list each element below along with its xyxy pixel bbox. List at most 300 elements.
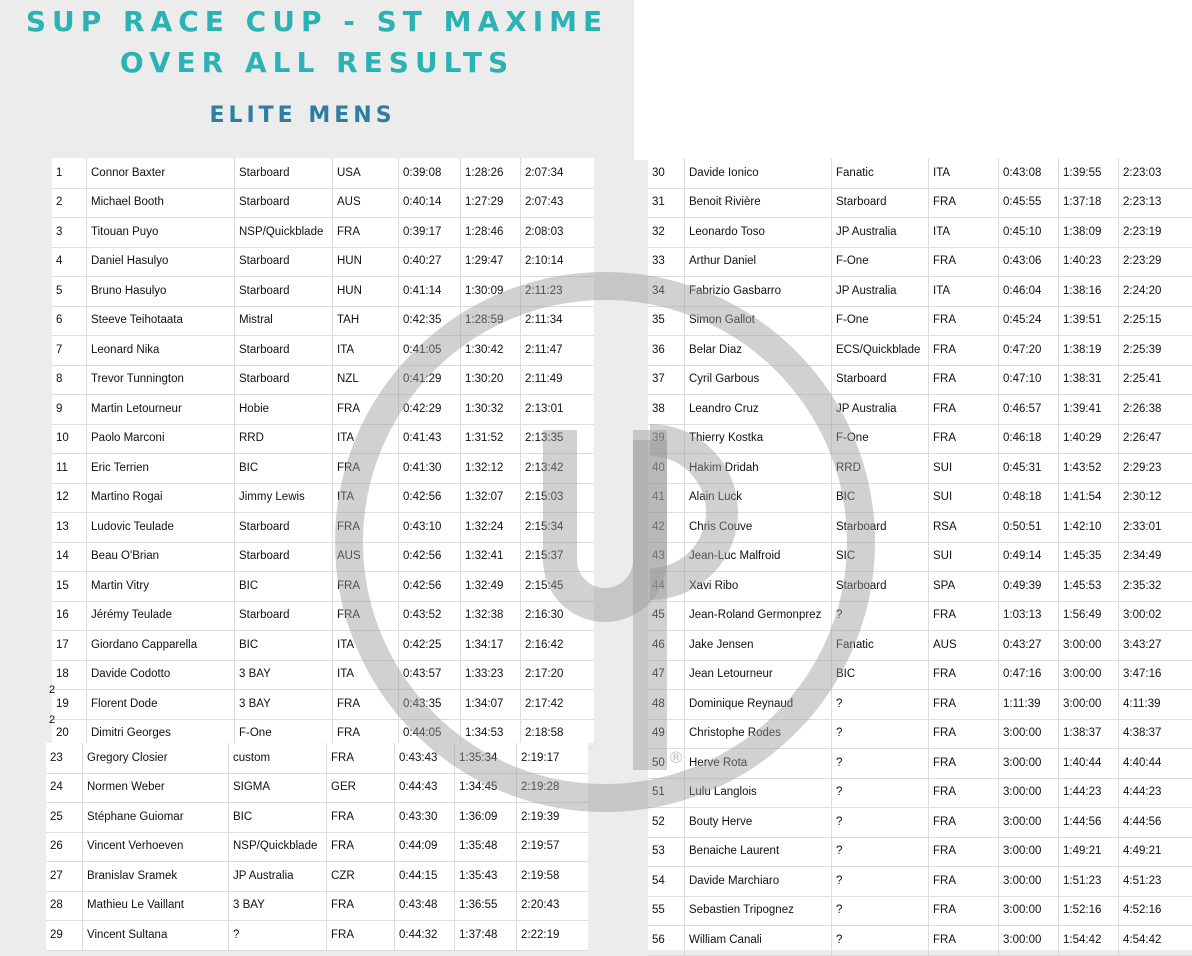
split1-cell: 0:45:31 <box>998 453 1058 483</box>
total-cell: 2:15:03 <box>520 483 594 513</box>
total-cell: 2:23:19 <box>1118 217 1192 247</box>
name-cell: Branislav Sramek <box>82 861 228 891</box>
split2-cell: 1:40:29 <box>1058 424 1118 454</box>
table-row <box>648 512 1192 543</box>
brand-cell: NSP/Quickblade <box>234 217 332 247</box>
split2-cell: 1:32:12 <box>460 453 520 483</box>
table-row <box>52 483 594 514</box>
split2-cell: 1:32:49 <box>460 571 520 601</box>
country-cell: FRA <box>928 247 998 277</box>
rank-cell: 52 <box>652 815 665 828</box>
total-cell: 3:43:27 <box>1118 630 1192 660</box>
country-cell: FRA <box>928 719 998 749</box>
rank-cell: 18 <box>56 668 69 681</box>
country-cell: FRA <box>928 925 998 955</box>
total-cell: 2:17:20 <box>520 660 594 690</box>
table-row <box>648 453 1192 484</box>
country-cell: HUN <box>332 247 398 277</box>
split1-cell: 3:00:00 <box>998 719 1058 749</box>
brand-cell: RRD <box>234 424 332 454</box>
total-cell: 2:22:19 <box>516 920 588 950</box>
total-cell: 2:11:34 <box>520 306 594 336</box>
split1-cell: 0:46:57 <box>998 394 1058 424</box>
table-row <box>52 660 594 691</box>
brand-cell: NSP/Quickblade <box>228 832 326 862</box>
brand-cell: ? <box>831 866 928 896</box>
rank-cell: 39 <box>652 432 665 445</box>
split2-cell: 1:34:17 <box>460 630 520 660</box>
name-cell: Jean Letourneur <box>684 660 831 690</box>
page-title-line1: SUP RACE CUP - ST MAXIME <box>25 5 609 38</box>
table-row <box>52 335 594 366</box>
split2-cell: 1:36:55 <box>454 891 516 921</box>
brand-cell: Starboard <box>234 158 332 188</box>
total-cell: 2:23:13 <box>1118 188 1192 218</box>
split1-cell: 3:00:00 <box>998 925 1058 955</box>
brand-cell: ? <box>831 601 928 631</box>
brand-cell: Starboard <box>831 512 928 542</box>
total-cell: 2:07:43 <box>520 188 594 218</box>
brand-cell: F-One <box>831 247 928 277</box>
split1-cell: 0:45:10 <box>998 217 1058 247</box>
name-cell: Belar Diaz <box>684 335 831 365</box>
split1-cell: 0:42:56 <box>398 571 460 601</box>
header-blank-area <box>634 0 1192 160</box>
total-cell: 2:11:49 <box>520 365 594 395</box>
total-cell: 2:19:57 <box>516 832 588 862</box>
total-cell: 2:25:41 <box>1118 365 1192 395</box>
brand-cell: ? <box>831 778 928 808</box>
total-cell: 3:00:02 <box>1118 601 1192 631</box>
name-cell: Vincent Sultana <box>82 920 228 950</box>
name-cell: Alain Luck <box>684 483 831 513</box>
brand-cell: Starboard <box>831 571 928 601</box>
country-cell: FRA <box>928 896 998 926</box>
page-title-line2: OVER ALL RESULTS <box>119 46 515 79</box>
brand-cell: ? <box>831 719 928 749</box>
name-cell: Titouan Puyo <box>86 217 234 247</box>
table-row <box>52 424 594 455</box>
country-cell: AUS <box>928 630 998 660</box>
total-cell: 2:19:39 <box>516 802 588 832</box>
country-cell: FRA <box>928 778 998 808</box>
brand-cell: 3 BAY <box>234 689 332 719</box>
brand-cell: F-One <box>234 719 332 749</box>
results-table-2 <box>46 743 588 950</box>
country-cell: FRA <box>332 571 398 601</box>
split2-cell: 1:39:55 <box>1058 158 1118 188</box>
split2-cell: 1:32:24 <box>460 512 520 542</box>
total-cell: 2:20:43 <box>516 891 588 921</box>
name-cell: Martin Vitry <box>86 571 234 601</box>
total-cell: 2:26:38 <box>1118 394 1192 424</box>
country-cell: ITA <box>332 335 398 365</box>
brand-cell: SIC <box>831 542 928 572</box>
country-cell: FRA <box>928 601 998 631</box>
name-cell: Jake Jensen <box>684 630 831 660</box>
split2-cell: 1:43:52 <box>1058 453 1118 483</box>
country-cell: ITA <box>332 424 398 454</box>
total-cell: 2:19:17 <box>516 743 588 773</box>
total-cell: 4:44:56 <box>1118 807 1192 837</box>
split2-cell: 1:32:07 <box>460 483 520 513</box>
country-cell: ITA <box>928 158 998 188</box>
name-cell: Xavi Ribo <box>684 571 831 601</box>
country-cell: SUI <box>928 542 998 572</box>
country-cell: CZR <box>326 861 394 891</box>
rank-cell: 4 <box>56 255 63 268</box>
rank-cell: 13 <box>56 520 69 533</box>
split2-cell: 1:45:35 <box>1058 542 1118 572</box>
split2-cell: 1:30:42 <box>460 335 520 365</box>
total-cell: 2:26:47 <box>1118 424 1192 454</box>
name-cell: Paolo Marconi <box>86 424 234 454</box>
rank-cell: 5 <box>56 284 63 297</box>
total-cell: 2:16:42 <box>520 630 594 660</box>
split2-cell: 3:00:00 <box>1058 660 1118 690</box>
rank-cell: 11 <box>56 461 68 474</box>
country-cell: FRA <box>332 453 398 483</box>
name-cell: Bouty Herve <box>684 807 831 837</box>
total-cell: 2:13:42 <box>520 453 594 483</box>
rank-cell: 6 <box>56 314 63 327</box>
rank-cell: 9 <box>56 402 63 415</box>
country-cell: TAH <box>332 306 398 336</box>
rank-cell: 42 <box>652 520 665 533</box>
country-cell: FRA <box>332 601 398 631</box>
total-cell: 4:44:23 <box>1118 778 1192 808</box>
country-cell: FRA <box>326 832 394 862</box>
total-cell: 2:15:37 <box>520 542 594 572</box>
country-cell: FRA <box>928 689 998 719</box>
table-row <box>648 394 1192 425</box>
country-cell: HUN <box>332 276 398 306</box>
split1-cell: 0:44:09 <box>394 832 454 862</box>
split1-cell: 0:42:35 <box>398 306 460 336</box>
split2-cell: 1:34:07 <box>460 689 520 719</box>
table-row <box>52 158 594 189</box>
brand-cell: Starboard <box>234 542 332 572</box>
table-row <box>648 542 1192 573</box>
split2-cell: 1:30:09 <box>460 276 520 306</box>
table-row <box>648 276 1192 307</box>
split1-cell: 0:49:39 <box>998 571 1058 601</box>
country-cell: AUS <box>332 542 398 572</box>
name-cell: Hakim Dridah <box>684 453 831 483</box>
country-cell: SPA <box>928 571 998 601</box>
table-row <box>52 571 594 602</box>
rank-cell: 8 <box>56 373 63 386</box>
name-cell: Normen Weber <box>82 773 228 803</box>
name-cell: Jean-Roland Germonprez <box>684 601 831 631</box>
total-cell: 2:19:58 <box>516 861 588 891</box>
table-row <box>648 247 1192 278</box>
country-cell: FRA <box>332 512 398 542</box>
split1-cell: 0:45:55 <box>998 188 1058 218</box>
rank-cell: 16 <box>56 609 69 622</box>
country-cell: NZL <box>332 365 398 395</box>
table-row <box>648 217 1192 248</box>
name-cell: Stéphane Guiomar <box>82 802 228 832</box>
brand-cell: 3 BAY <box>234 660 332 690</box>
brand-cell: ? <box>831 807 928 837</box>
total-cell: 2:23:29 <box>1118 247 1192 277</box>
country-cell: FRA <box>332 719 398 749</box>
brand-cell: JP Australia <box>831 276 928 306</box>
country-cell: USA <box>332 158 398 188</box>
brand-cell: ? <box>831 925 928 955</box>
country-cell: FRA <box>928 807 998 837</box>
total-cell: 2:11:23 <box>520 276 594 306</box>
split1-cell: 0:43:10 <box>398 512 460 542</box>
brand-cell: Jimmy Lewis <box>234 483 332 513</box>
results-table-1 <box>52 158 594 743</box>
brand-cell: Starboard <box>234 601 332 631</box>
country-cell: ITA <box>332 660 398 690</box>
split1-cell: 0:47:20 <box>998 335 1058 365</box>
split2-cell: 1:38:31 <box>1058 365 1118 395</box>
country-cell: FRA <box>928 335 998 365</box>
country-cell: FRA <box>326 743 394 773</box>
rank-cell: 56 <box>652 933 665 946</box>
rank-cell: 29 <box>50 928 63 941</box>
split1-cell: 0:42:25 <box>398 630 460 660</box>
rank-cell: 50 <box>652 756 665 769</box>
split1-cell: 0:47:16 <box>998 660 1058 690</box>
split1-cell: 0:45:24 <box>998 306 1058 336</box>
table-row <box>648 719 1192 750</box>
country-cell: FRA <box>928 660 998 690</box>
rank-cell: 45 <box>652 609 665 622</box>
table-row <box>648 866 1192 897</box>
split2-cell: 1:38:09 <box>1058 217 1118 247</box>
total-cell: 2:08:03 <box>520 217 594 247</box>
split2-cell: 1:35:48 <box>454 832 516 862</box>
name-cell: Fabrizio Gasbarro <box>684 276 831 306</box>
brand-cell: ? <box>831 689 928 719</box>
rank-cell: 49 <box>652 727 665 740</box>
split2-cell: 1:51:23 <box>1058 866 1118 896</box>
country-cell: FRA <box>326 891 394 921</box>
split1-cell: 0:44:43 <box>394 773 454 803</box>
rank-cell: 1 <box>56 166 63 179</box>
table-row <box>46 832 588 863</box>
split1-cell: 0:43:52 <box>398 601 460 631</box>
split1-cell: 0:46:18 <box>998 424 1058 454</box>
table-row <box>648 424 1192 455</box>
rank-cell: 37 <box>652 373 665 386</box>
rank-cell: 44 <box>652 579 665 592</box>
country-cell: FRA <box>332 217 398 247</box>
country-cell: FRA <box>332 394 398 424</box>
split1-cell: 0:43:43 <box>394 743 454 773</box>
table-row <box>52 247 594 278</box>
row-cut-mark: 2 <box>49 684 56 696</box>
split2-cell: 1:34:53 <box>460 719 520 749</box>
table-row <box>648 837 1192 868</box>
rank-cell: 19 <box>56 697 69 710</box>
country-cell: GER <box>326 773 394 803</box>
rank-cell: 48 <box>652 697 665 710</box>
rank-cell: 46 <box>652 638 665 651</box>
split1-cell: 1:03:13 <box>998 601 1058 631</box>
brand-cell: ? <box>831 837 928 867</box>
table-row <box>648 571 1192 602</box>
split2-cell: 1:45:53 <box>1058 571 1118 601</box>
split1-cell: 3:00:00 <box>998 837 1058 867</box>
name-cell: Davide Codotto <box>86 660 234 690</box>
table-row <box>52 276 594 307</box>
split1-cell: 0:41:30 <box>398 453 460 483</box>
name-cell: William Canali <box>684 925 831 955</box>
name-cell: Davide Ionico <box>684 158 831 188</box>
name-cell: Florent Dode <box>86 689 234 719</box>
total-cell: 4:54:42 <box>1118 925 1192 955</box>
table-row <box>648 807 1192 838</box>
country-cell: RSA <box>928 512 998 542</box>
rank-cell: 36 <box>652 343 665 356</box>
name-cell: Ludovic Teulade <box>86 512 234 542</box>
results-table-3 <box>648 158 1192 950</box>
total-cell: 2:35:32 <box>1118 571 1192 601</box>
table-row <box>648 158 1192 189</box>
table-row <box>46 743 588 774</box>
brand-cell: BIC <box>831 483 928 513</box>
table-row <box>46 891 588 922</box>
total-cell: 4:11:39 <box>1118 689 1192 719</box>
table-row <box>648 896 1192 927</box>
split1-cell: 0:44:15 <box>394 861 454 891</box>
name-cell: Cyril Garbous <box>684 365 831 395</box>
total-cell: 2:11:47 <box>520 335 594 365</box>
table-row <box>648 188 1192 219</box>
rank-cell: 51 <box>652 786 665 799</box>
split1-cell: 0:44:05 <box>398 719 460 749</box>
rank-cell: 31 <box>652 196 665 209</box>
name-cell: Lulu Langlois <box>684 778 831 808</box>
rank-cell: 41 <box>652 491 665 504</box>
name-cell: Dimitri Georges <box>86 719 234 749</box>
split1-cell: 0:50:51 <box>998 512 1058 542</box>
total-cell: 2:16:30 <box>520 601 594 631</box>
brand-cell: SIGMA <box>228 773 326 803</box>
brand-cell: ? <box>228 920 326 950</box>
split2-cell: 1:32:41 <box>460 542 520 572</box>
brand-cell: F-One <box>831 424 928 454</box>
split2-cell: 1:56:49 <box>1058 601 1118 631</box>
split2-cell: 1:38:37 <box>1058 719 1118 749</box>
total-cell: 2:25:15 <box>1118 306 1192 336</box>
table-row <box>648 630 1192 661</box>
split1-cell: 0:42:56 <box>398 542 460 572</box>
rank-cell: 38 <box>652 402 665 415</box>
brand-cell: BIC <box>234 571 332 601</box>
total-cell: 3:47:16 <box>1118 660 1192 690</box>
rank-cell: 43 <box>652 550 665 563</box>
table-row <box>648 660 1192 691</box>
table-row <box>46 773 588 804</box>
split1-cell: 3:00:00 <box>998 778 1058 808</box>
split2-cell: 1:38:19 <box>1058 335 1118 365</box>
total-cell: 2:07:34 <box>520 158 594 188</box>
name-cell: Leandro Cruz <box>684 394 831 424</box>
split2-cell: 1:39:51 <box>1058 306 1118 336</box>
total-cell: 2:18:58 <box>520 719 594 749</box>
name-cell: Dominique Reynaud <box>684 689 831 719</box>
name-cell: Daniel Hasulyo <box>86 247 234 277</box>
rank-cell: 25 <box>50 810 63 823</box>
rank-cell: 53 <box>652 845 665 858</box>
total-cell: 2:15:34 <box>520 512 594 542</box>
name-cell: Leonardo Toso <box>684 217 831 247</box>
split2-cell: 1:36:09 <box>454 802 516 832</box>
split1-cell: 0:42:56 <box>398 483 460 513</box>
split2-cell: 1:37:18 <box>1058 188 1118 218</box>
brand-cell: JP Australia <box>831 217 928 247</box>
country-cell: FRA <box>326 802 394 832</box>
brand-cell: JP Australia <box>831 394 928 424</box>
split2-cell: 1:33:23 <box>460 660 520 690</box>
brand-cell: BIC <box>234 453 332 483</box>
split1-cell: 0:41:14 <box>398 276 460 306</box>
split1-cell: 3:00:00 <box>998 896 1058 926</box>
brand-cell: JP Australia <box>228 861 326 891</box>
split2-cell: 1:49:21 <box>1058 837 1118 867</box>
name-cell: Martin Letourneur <box>86 394 234 424</box>
split2-cell: 1:37:48 <box>454 920 516 950</box>
name-cell: Thierry Kostka <box>684 424 831 454</box>
rank-cell: 40 <box>652 461 665 474</box>
name-cell: Herve Rota <box>684 748 831 778</box>
name-cell: Giordano Capparella <box>86 630 234 660</box>
split2-cell: 1:38:16 <box>1058 276 1118 306</box>
brand-cell: Mistral <box>234 306 332 336</box>
table-row <box>52 601 594 632</box>
table-row <box>52 188 594 219</box>
rank-cell: 3 <box>56 225 63 238</box>
brand-cell: custom <box>228 743 326 773</box>
split1-cell: 3:00:00 <box>998 748 1058 778</box>
total-cell: 4:52:16 <box>1118 896 1192 926</box>
brand-cell: Fanatic <box>831 630 928 660</box>
total-cell: 4:51:23 <box>1118 866 1192 896</box>
table-row <box>648 335 1192 366</box>
name-cell: Simon Gallot <box>684 306 831 336</box>
brand-cell: BIC <box>228 802 326 832</box>
rank-cell: 55 <box>652 904 665 917</box>
split2-cell: 1:31:52 <box>460 424 520 454</box>
split2-cell: 1:28:46 <box>460 217 520 247</box>
name-cell: Arthur Daniel <box>684 247 831 277</box>
country-cell: FRA <box>928 866 998 896</box>
split1-cell: 0:49:14 <box>998 542 1058 572</box>
country-cell: ITA <box>928 276 998 306</box>
brand-cell: Starboard <box>234 247 332 277</box>
split1-cell: 0:40:14 <box>398 188 460 218</box>
rank-cell: 14 <box>56 550 69 563</box>
table-row <box>52 453 594 484</box>
total-cell: 2:13:35 <box>520 424 594 454</box>
split2-cell: 3:00:00 <box>1058 689 1118 719</box>
table-row <box>46 861 588 892</box>
table-row <box>52 365 594 396</box>
name-cell: Sebastien Tripognez <box>684 896 831 926</box>
split1-cell: 0:46:04 <box>998 276 1058 306</box>
split2-cell: 1:41:54 <box>1058 483 1118 513</box>
brand-cell: F-One <box>831 306 928 336</box>
split1-cell: 0:43:08 <box>998 158 1058 188</box>
split1-cell: 0:39:08 <box>398 158 460 188</box>
